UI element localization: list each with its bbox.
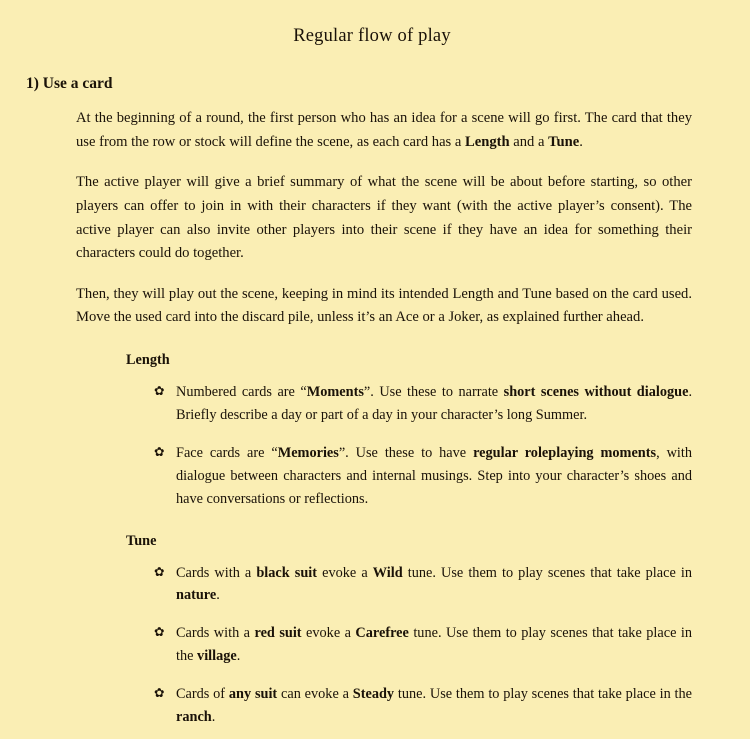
list-item-text: Face cards are “Memories”. Use these to have regular roleplaying moments, with dialogue between characters and internal musings. Step into your character’s shoes and have conversations or reflections. — [176, 444, 692, 507]
bullet-list-tune — [26, 562, 708, 729]
flower-bullet-icon: ✿ — [154, 686, 165, 700]
list-item-text: Cards with a black suit evoke a Wild tune. Use them to play scenes that take place in nature. — [176, 564, 692, 604]
flower-bullet-icon: ✿ — [154, 564, 165, 579]
subsection-heading-tune: Tune — [126, 532, 157, 549]
flower-bullet-icon: ✿ — [154, 625, 165, 640]
list-item-text: Cards of any suit can evoke a Steady tune. Use them to play scenes that take place in the ranch. — [176, 686, 693, 725]
list-item — [154, 381, 692, 427]
list-item-text: Numbered cards are “Moments”. Use these to narrate short scenes without dialogue. Briefly describe a day or part of a day in your character’s long Summer. — [176, 384, 693, 423]
bullet-list-length — [26, 381, 708, 510]
subsection-heading-length: Length — [126, 352, 170, 369]
paragraph: Then, they will play out the scene, keeping in mind its intended Length and Tune based on the card used. Move the used card into the discard pile, unless it’s an Ace or a Joker, as explained further ahead. — [76, 285, 692, 326]
list-item — [154, 562, 692, 608]
list-item — [154, 683, 692, 729]
page-bottom-spacer — [26, 729, 708, 739]
section-heading-use-a-card: 1) Use a card — [26, 75, 113, 92]
list-item-text: Cards with a red suit evoke a Carefree tune. Use them to play scenes that take place in the village. — [176, 625, 692, 665]
paragraph: At the beginning of a round, the first person who has an idea for a scene will go first. The card that they use from the row or stock will define the scene, as each card has a Length and a Tune. — [76, 110, 692, 150]
flower-bullet-icon: ✿ — [154, 384, 165, 399]
page-title: Regular flow of play — [293, 26, 451, 46]
section-body — [26, 107, 708, 330]
paragraph: The active player will give a brief summary of what the scene will be about before starting, so other players can offer to join in with their characters if they want (with the active player’s consent). The active player can also invite other players into their scene if they have an idea for something their characters could do together. — [76, 174, 692, 262]
list-item — [154, 622, 692, 668]
list-item — [154, 442, 692, 511]
flower-bullet-icon: ✿ — [154, 444, 165, 459]
